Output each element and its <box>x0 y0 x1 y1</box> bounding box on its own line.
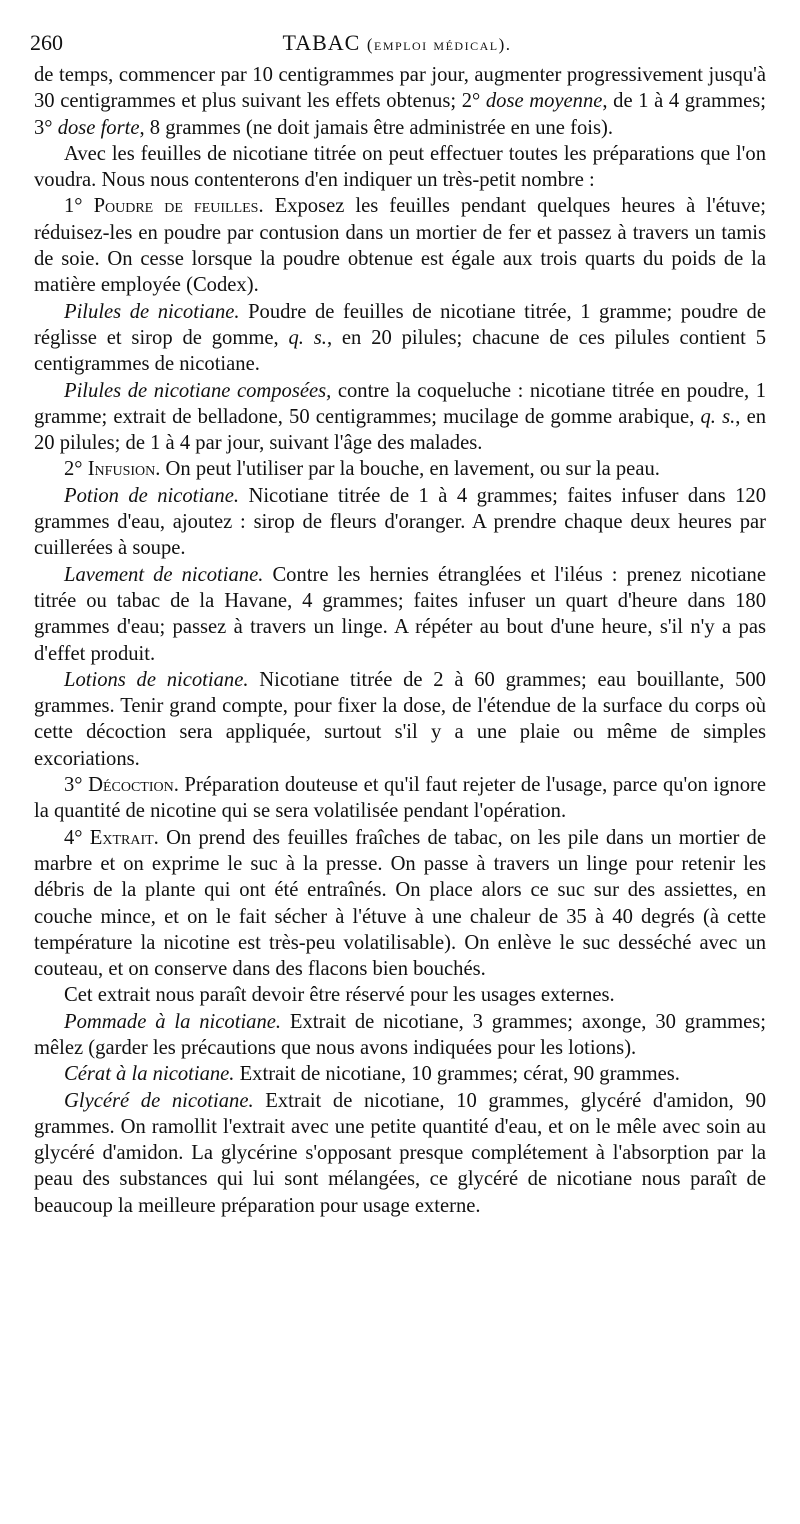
body-text <box>34 62 766 1219</box>
recipe-lotions: Lotions de nicotiane. Nicotiane titrée de 2 à 60 grammes; eau bouillante, 500 grammes. Tenir grand compte, pour fixer la dose, de l'étendue de la surface du corps où cette décoction sera appliquée, surtout s'il y a une plaie ou même de simples excoriations. <box>34 668 766 770</box>
recipe-lavement: Lavement de nicotiane. Contre les hernies étranglées et l'iléus : prenez nicotiane titrée ou tabac de la Havane, 4 grammes; faites infuser un quart d'heure dans 180 grammes d'eau; passez à travers un linge. A répéter au bout d'une heure, s'il n'y a pas d'effet produit. <box>34 563 766 665</box>
recipe-title: Pilules de nicotiane. <box>64 300 240 323</box>
section-decoction: 3° Décoction. Préparation douteuse et qu'il faut rejeter de l'usage, parce qu'on ignore la quantité de nicotine qui se sera volatilisée pendant l'opération. <box>34 774 766 823</box>
section-heading: Infusion. <box>87 458 161 481</box>
paragraph-extrait-usage: Cet extrait nous paraît devoir être réservé pour les usages externes. <box>64 984 615 1007</box>
section-heading: Décoction. <box>88 774 179 797</box>
running-title-main: TABAC <box>282 30 361 55</box>
page-number: 260 <box>30 30 63 55</box>
recipe-title: Lavement de nicotiane. <box>64 563 264 586</box>
recipe-title: Cérat à la nicotiane. <box>64 1063 235 1086</box>
recipe-title: Potion de nicotiane. <box>64 484 240 507</box>
recipe-cerat: Cérat à la nicotiane. Extrait de nicotiane, 10 grammes; cérat, 90 grammes. <box>64 1063 680 1086</box>
section-heading: Poudre de feuilles. <box>93 195 264 218</box>
page-header <box>30 28 764 58</box>
recipe-pilules-composees: Pilules de nicotiane composées, contre la coqueluche : nicotiane titrée en poudre, 1 gramme; extrait de belladone, 50 centigrammes; mucilage de gomme arabique, q. s., en 20 pilules; de 1 à 4 par jour, suivant l'âge des malades. <box>34 379 767 455</box>
recipe-pilules: Pilules de nicotiane. Poudre de feuilles de nicotiane titrée, 1 gramme; poudre de réglisse et sirop de gomme, q. s., en 20 pilules; chacune de ces pilules contient 5 centigrammes de nicotiane. <box>34 300 766 376</box>
paragraph-continuation: de temps, commencer par 10 centigrammes par jour, augmenter progressivement jusqu'à 30 centigrammes et plus suivant les effets obtenus; 2° dose moyenne, de 1 à 4 grammes; 3° dose forte, 8 grammes (ne doit jamais être administrée en une fois). <box>34 64 766 139</box>
recipe-title: Lotions de nicotiane. <box>64 668 249 691</box>
running-title-sub: (emploi médical). <box>366 35 512 54</box>
recipe-title: Glycéré de nicotiane. <box>64 1089 254 1112</box>
section-heading: Extrait. <box>89 826 159 849</box>
recipe-potion: Potion de nicotiane. Nicotiane titrée de 1 à 4 grammes; faites infuser dans 120 grammes d'eau, ajoutez : sirop de fleurs d'oranger. A prendre chaque deux heures par cuillerées à soupe. <box>34 484 766 560</box>
recipe-title: Pommade à la nicotiane. <box>64 1010 282 1033</box>
section-poudre: 1° Poudre de feuilles. Exposez les feuilles pendant quelques heures à l'étuve; réduisez-les en poudre par contusion dans un mortier de fer et passez à travers un tamis de soie. On cesse lorsque la poudre obtenue est égale aux trois quarts du poids de la matière employée (Codex). <box>34 195 766 297</box>
section-extrait: 4° Extrait. On prend des feuilles fraîches de tabac, on les pile dans un mortier de marbre et on exprime le suc à la presse. On passe à travers un linge pour retenir les débris de la plante qui ont été entraînés. On place alors ce suc sur des assiettes, en couche mince, et on le fait sécher à l'étuve à une chaleur de 35 à 40 degrés (à cette température la nicotine est très-peu volatilisable). On enlève le suc desséché avec un couteau, et on conserve dans des flacons bien bouchés. <box>34 826 766 981</box>
section-infusion: 2° Infusion. On peut l'utiliser par la bouche, en lavement, ou sur la peau. <box>64 458 660 481</box>
paragraph-intro: Avec les feuilles de nicotiane titrée on peut effectuer toutes les préparations que l'on voudra. Nous nous contenterons d'en indiquer un très-petit nombre : <box>34 142 766 192</box>
running-title <box>30 28 764 60</box>
recipe-title: Pilules de nicotiane composées, <box>64 379 332 402</box>
recipe-pommade: Pommade à la nicotiane. Extrait de nicotiane, 3 grammes; axonge, 30 grammes; mêlez (garder les précautions que nous avons indiquées pour les lotions). <box>34 1010 766 1059</box>
recipe-glycere: Glycéré de nicotiane. Extrait de nicotiane, 10 grammes, glycéré d'amidon, 90 grammes. On ramollit l'extrait avec une petite quantité d'eau, et on le mêle avec soin au glycéré d'amidon. La glycérine s'opposant presque complétement à l'absorption par la peau des substances qui lui sont mélangées, ce glycéré de nicotiane nous paraît de beaucoup la meilleure préparation pour usage externe. <box>34 1089 766 1217</box>
